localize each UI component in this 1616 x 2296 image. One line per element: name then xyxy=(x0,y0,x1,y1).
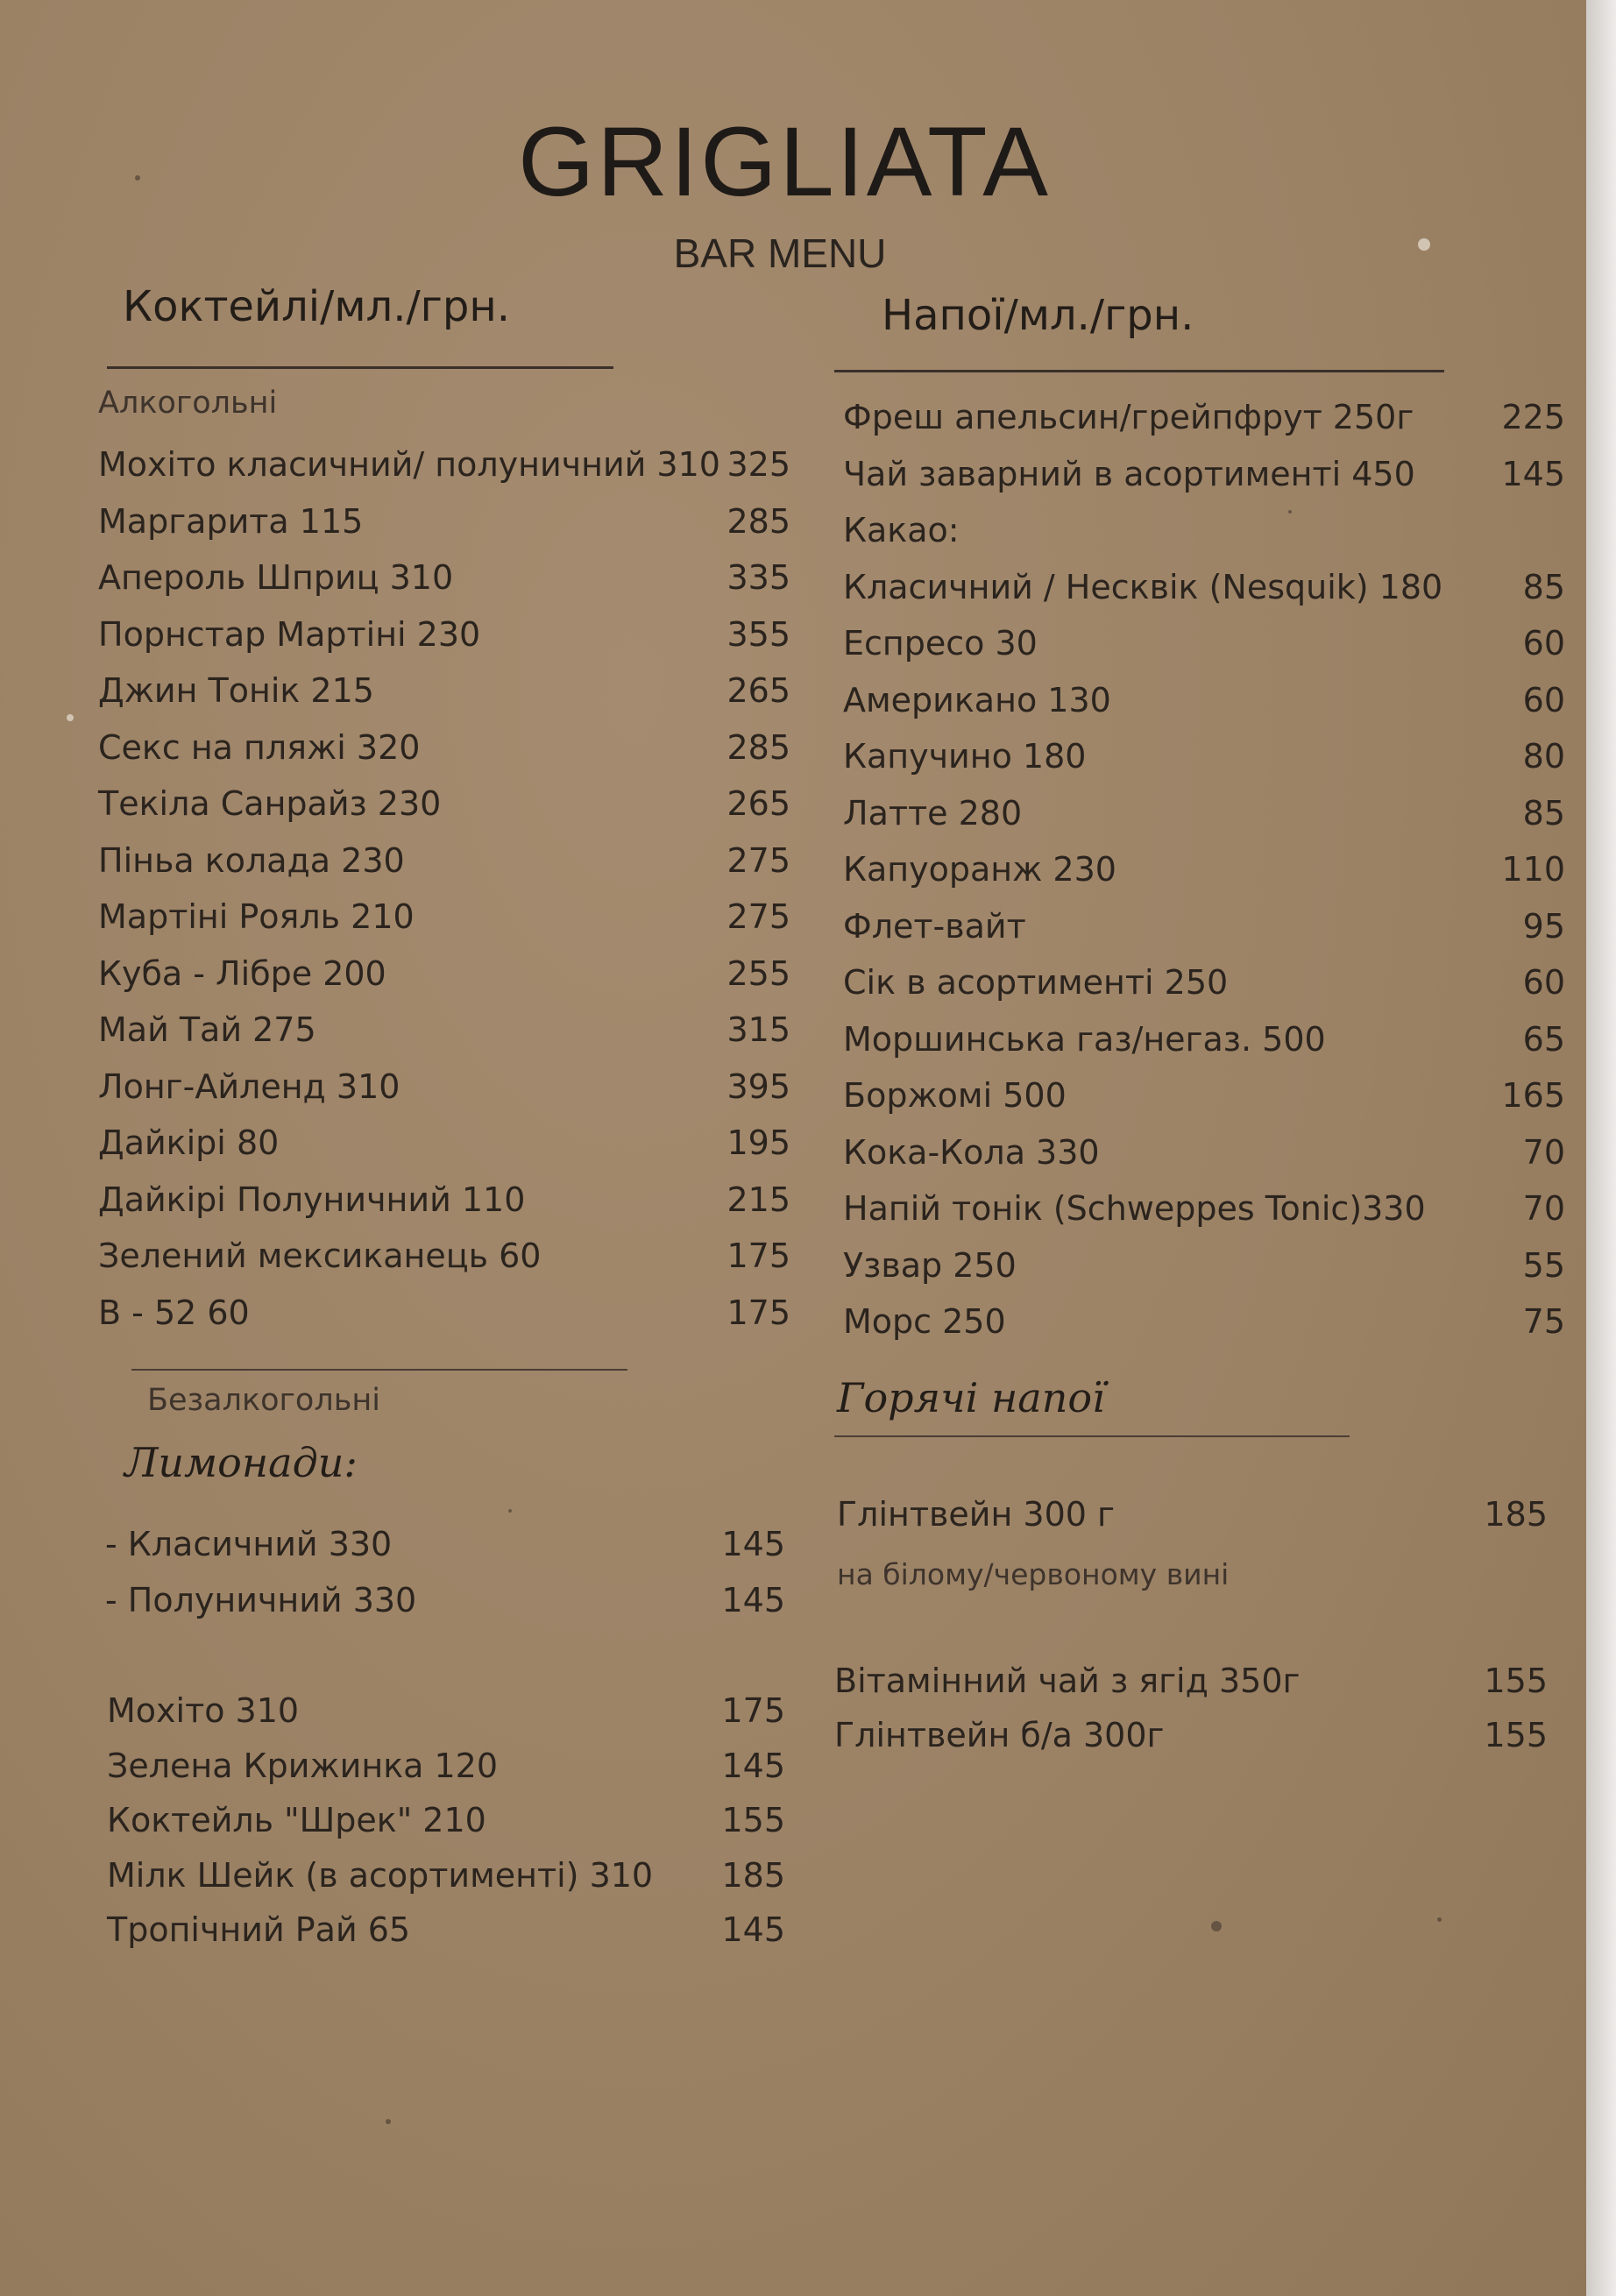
menu-item-price: 95 xyxy=(1522,906,1565,946)
hot-drinks-divider xyxy=(834,1435,1350,1437)
menu-item-name: Класичний / Несквік (Nesquik) 180 xyxy=(843,567,1443,606)
menu-item-name: Еспресо 30 xyxy=(843,624,1038,663)
menu-item-name: Коктейль "Шрек" 210 xyxy=(107,1801,486,1839)
menu-item-price: 70 xyxy=(1522,1132,1565,1172)
menu-item-price: 175 xyxy=(726,1293,790,1332)
nonalcoholic-divider xyxy=(131,1369,627,1371)
menu-subtitle: BAR MENU xyxy=(673,230,887,276)
alcoholic-label: Алкогольні xyxy=(98,386,278,421)
menu-item-name: Зелена Крижинка 120 xyxy=(107,1746,499,1785)
menu-item-name: - Класичний 330 xyxy=(105,1525,393,1563)
menu-item-price: 185 xyxy=(721,1855,785,1895)
menu-item-price: 255 xyxy=(726,953,790,993)
menu-item-name: Мохіто 310 xyxy=(107,1691,300,1730)
menu-item-price: 215 xyxy=(726,1180,790,1219)
menu-item-name: Апероль Шприц 310 xyxy=(98,558,454,597)
menu-item-name: Латте 280 xyxy=(843,793,1023,833)
menu-item-name: Морс 250 xyxy=(843,1302,1006,1341)
menu-item-price: 85 xyxy=(1522,567,1565,606)
menu-item-price: 155 xyxy=(721,1801,785,1839)
menu-item-name: Кока-Кола 330 xyxy=(843,1132,1100,1172)
menu-item-name: Мартіні Рояль 210 xyxy=(98,897,415,936)
menu-item-price: 315 xyxy=(726,1010,790,1049)
menu-item-name: Зелений мексиканець 60 xyxy=(98,1237,542,1275)
menu-item-price: 60 xyxy=(1522,963,1565,1002)
menu-item-price: 60 xyxy=(1522,624,1565,663)
menu-item-name: Тропічний Рай 65 xyxy=(107,1910,411,1949)
drinks-heading: Напої/мл./грн. xyxy=(882,291,1194,340)
menu-item-price: 85 xyxy=(1522,793,1565,833)
menu-item-name: Моршинська газ/негаз. 500 xyxy=(843,1019,1326,1059)
menu-item-name: Піньа колада 230 xyxy=(98,840,405,880)
menu-item-name: Фреш апельсин/грейпфрут 250г xyxy=(843,398,1414,436)
menu-item-price: 110 xyxy=(1501,850,1565,889)
drinks-divider xyxy=(834,370,1444,372)
menu-item-name: Мілк Шейк (в асортименті) 310 xyxy=(107,1855,654,1895)
menu-item-price: 225 xyxy=(1501,398,1565,436)
menu-item-price: 185 xyxy=(1484,1495,1548,1534)
hot-drinks-heading: Горячі напої xyxy=(837,1374,1105,1421)
paper-speck xyxy=(1288,510,1292,514)
menu-item-name: Напій тонік (Schweppes Tonic)330 xyxy=(843,1189,1426,1228)
menu-item-price: 145 xyxy=(721,1581,785,1619)
menu-item-price: 285 xyxy=(726,727,790,767)
menu-item-price: 145 xyxy=(721,1910,785,1949)
menu-item-name: Американо 130 xyxy=(843,680,1111,719)
menu-item-price: 355 xyxy=(726,614,790,654)
menu-item-name: Май Тай 275 xyxy=(98,1010,316,1049)
menu-item-name: Боржомі 500 xyxy=(843,1076,1067,1115)
menu-item-price: 70 xyxy=(1522,1189,1565,1228)
paper-speck xyxy=(1437,1917,1442,1922)
menu-item-price: 145 xyxy=(1501,454,1565,493)
menu-item-name: Текіла Санрайз 230 xyxy=(98,784,442,823)
menu-item-name: Джин Тонік 215 xyxy=(98,671,374,710)
menu-item-price: 195 xyxy=(726,1123,790,1162)
menu-item-name: Лонг-Айленд 310 xyxy=(98,1067,400,1106)
menu-item-price: 80 xyxy=(1522,737,1565,776)
menu-item-price: 265 xyxy=(726,784,790,823)
menu-item-price: 60 xyxy=(1522,680,1565,719)
menu-item-price: 145 xyxy=(721,1746,785,1785)
menu-item-name: Флет-вайт xyxy=(843,906,1026,946)
nonalcoholic-label: Безалкогольні xyxy=(147,1383,380,1418)
menu-item-price: 275 xyxy=(726,840,790,880)
cocktails-divider xyxy=(107,366,613,369)
menu-item-price: 75 xyxy=(1522,1302,1565,1341)
menu-item-price: 155 xyxy=(1484,1716,1548,1754)
menu-item-name: Вітамінний чай з ягід 350г xyxy=(834,1662,1301,1700)
menu-item-name: B - 52 60 xyxy=(98,1293,250,1332)
menu-item-price: 285 xyxy=(726,501,790,541)
menu-item-price: 65 xyxy=(1522,1019,1565,1059)
paper-speck xyxy=(1211,1921,1222,1931)
menu-item-name: Чай заварний в асортименті 450 xyxy=(843,454,1415,493)
menu-item-name: Дайкірі Полуничний 110 xyxy=(98,1180,526,1219)
menu-item-name: Сік в асортименті 250 xyxy=(843,963,1229,1002)
menu-item-price: 155 xyxy=(1484,1662,1548,1700)
paper-speck xyxy=(386,2119,391,2124)
menu-item-price: 265 xyxy=(726,671,790,710)
menu-item-price: 175 xyxy=(721,1691,785,1730)
brand-title: GRIGLIATA xyxy=(518,107,1051,216)
menu-item-name: Глінтвейн 300 г xyxy=(837,1495,1115,1534)
menu-item-price: 175 xyxy=(726,1237,790,1275)
menu-item-name: Дайкірі 80 xyxy=(98,1123,280,1162)
menu-item-price: 55 xyxy=(1522,1245,1565,1285)
menu-item-name: Куба - Лібре 200 xyxy=(98,953,386,993)
menu-item-price: 335 xyxy=(726,558,790,597)
menu-item-name: Маргарита 115 xyxy=(98,501,364,541)
menu-item-name: - Полуничний 330 xyxy=(105,1581,417,1619)
menu-item-name: Капуоранж 230 xyxy=(843,850,1116,889)
menu-item-name: Секс на пляжі 320 xyxy=(98,727,421,767)
menu-item-price: 145 xyxy=(721,1525,785,1563)
menu-item-name: Глінтвейн б/а 300г xyxy=(834,1716,1165,1754)
menu-item-name: Мохіто класичний/ полуничний 310 xyxy=(98,445,720,484)
lemonades-heading: Лимонади: xyxy=(124,1439,358,1486)
mulled-wine-note: на білому/червоному вині xyxy=(837,1557,1230,1591)
paper-speck xyxy=(508,1509,512,1513)
menu-item-price: 165 xyxy=(1501,1076,1565,1115)
paper-speck xyxy=(67,714,74,721)
menu-item-price: 325 xyxy=(726,445,790,484)
menu-item-name: Узвар 250 xyxy=(843,1245,1017,1285)
menu-item-name: Капучино 180 xyxy=(843,737,1087,776)
cocktails-heading: Коктейлі/мл./грн. xyxy=(123,282,510,331)
page-edge xyxy=(1586,0,1616,2296)
menu-item-name: Порнстар Мартіні 230 xyxy=(98,614,481,654)
menu-item-price: 275 xyxy=(726,897,790,936)
menu-item-name: Какао: xyxy=(843,511,960,549)
menu-item-price: 395 xyxy=(726,1067,790,1106)
